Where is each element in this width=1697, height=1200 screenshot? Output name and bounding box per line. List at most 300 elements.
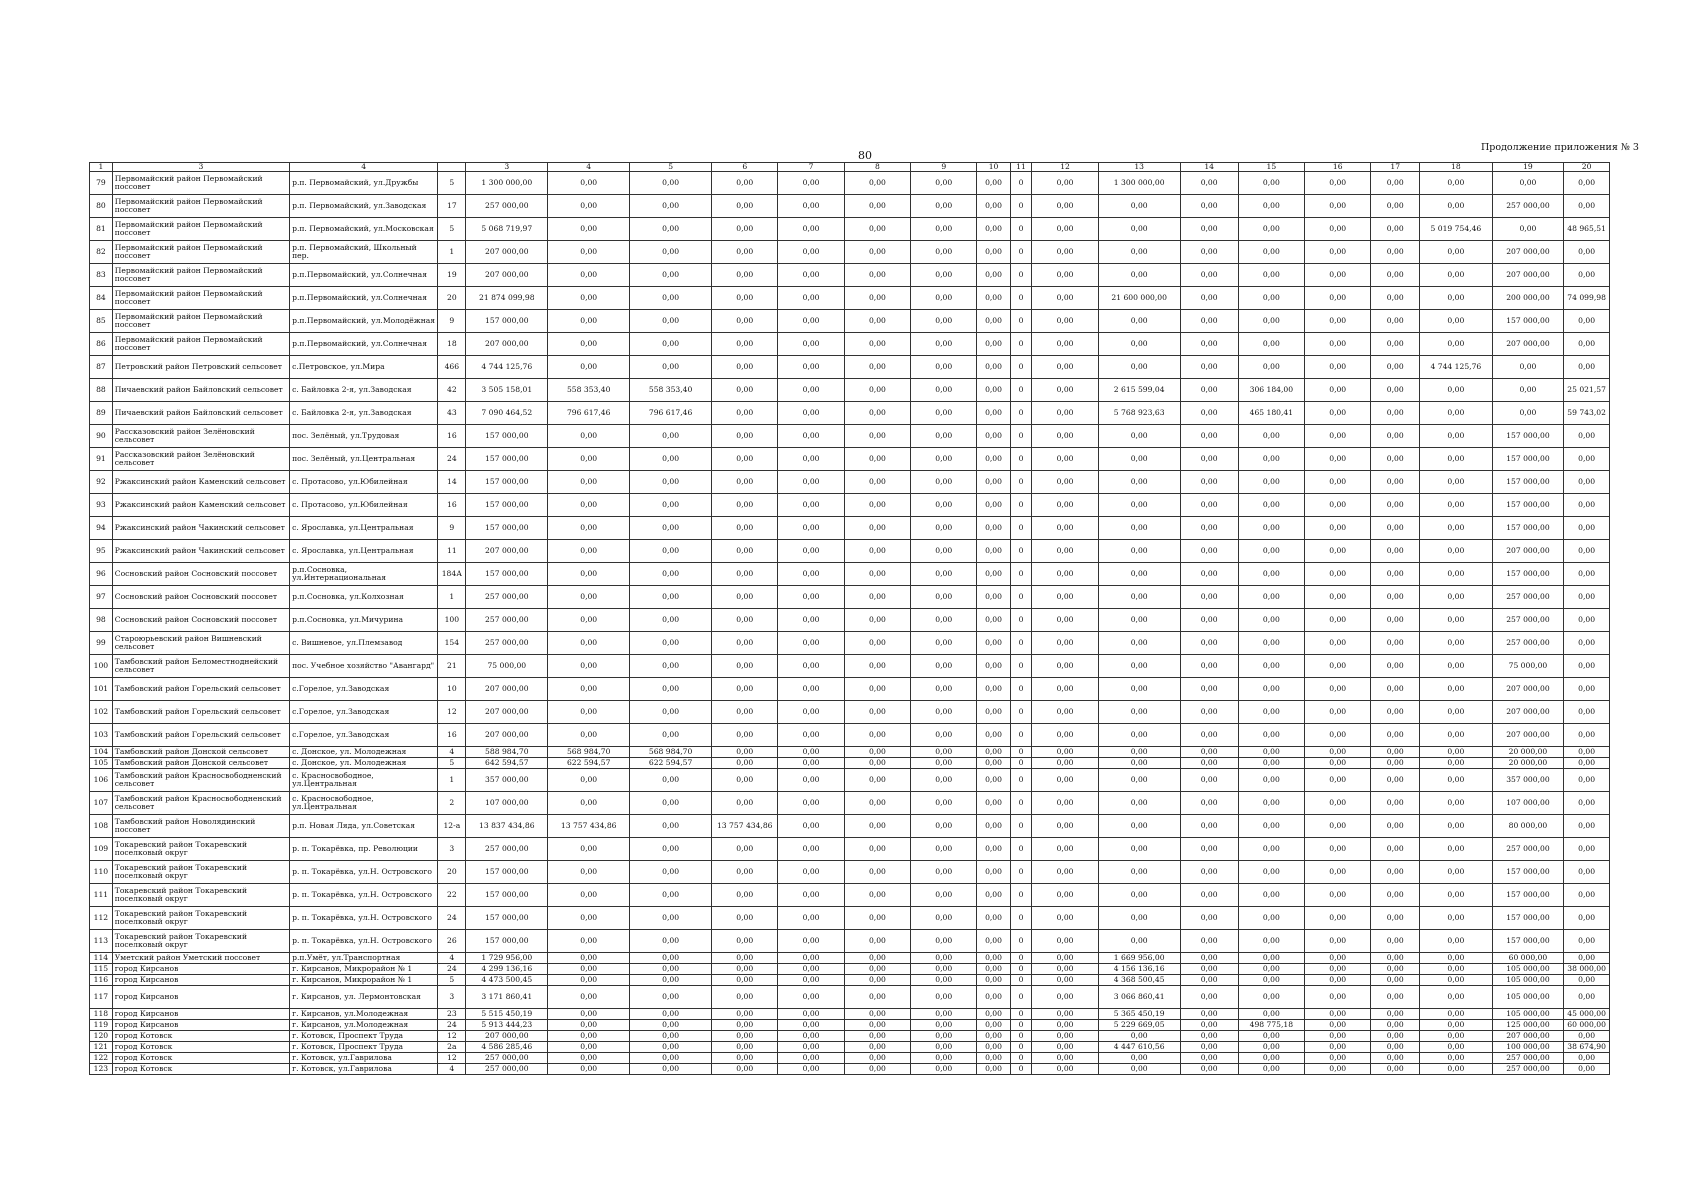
header-cell: 13 bbox=[1098, 163, 1180, 172]
value-cell: 0,00 bbox=[911, 655, 977, 678]
table-row bbox=[90, 861, 1610, 884]
value-cell: 0,00 bbox=[1305, 218, 1371, 241]
value-cell: 0,00 bbox=[1032, 964, 1098, 975]
value-cell: 0,00 bbox=[977, 838, 1010, 861]
value-cell: 0,00 bbox=[1371, 1020, 1420, 1031]
value-cell: 0,00 bbox=[1305, 540, 1371, 563]
value-cell: 0 bbox=[1010, 287, 1032, 310]
value-cell: 13 837 434,86 bbox=[466, 815, 548, 838]
value-cell: 0,00 bbox=[1032, 494, 1098, 517]
value-cell: 5 bbox=[438, 975, 466, 986]
value-cell: 257 000,00 bbox=[1492, 1053, 1564, 1064]
value-cell: 1 bbox=[438, 586, 466, 609]
value-cell: 0,00 bbox=[1032, 379, 1098, 402]
value-cell: 157 000,00 bbox=[1492, 884, 1564, 907]
value-cell: 12 bbox=[438, 1053, 466, 1064]
value-cell: 0,00 bbox=[1238, 724, 1304, 747]
value-cell: 0,00 bbox=[1305, 655, 1371, 678]
value-cell: 0,00 bbox=[1032, 586, 1098, 609]
value-cell: 74 099,98 bbox=[1564, 287, 1610, 310]
value-cell: 0,00 bbox=[911, 425, 977, 448]
value-cell: 0,00 bbox=[1371, 1064, 1420, 1075]
value-cell: 0,00 bbox=[630, 264, 712, 287]
value-cell: 18 bbox=[438, 333, 466, 356]
value-cell: 0,00 bbox=[1371, 1031, 1420, 1042]
value-cell: 207 000,00 bbox=[1492, 724, 1564, 747]
value-cell: 0,00 bbox=[1564, 724, 1610, 747]
value-cell: 0,00 bbox=[1420, 172, 1493, 195]
table-row bbox=[90, 471, 1610, 494]
value-cell: 0,00 bbox=[1371, 815, 1420, 838]
address-cell: с.Горелое, ул.Заводская bbox=[290, 724, 438, 747]
value-cell: 5 365 450,19 bbox=[1098, 1009, 1180, 1020]
value-cell: 0,00 bbox=[1564, 540, 1610, 563]
value-cell: 0,00 bbox=[1238, 975, 1304, 986]
municipality-cell: Ржаксинский район Чакинский сельсовет bbox=[112, 517, 289, 540]
value-cell: 207 000,00 bbox=[466, 678, 548, 701]
value-cell: 0,00 bbox=[977, 1031, 1010, 1042]
value-cell: 0,00 bbox=[977, 517, 1010, 540]
row-number-cell: 108 bbox=[90, 815, 113, 838]
value-cell: 0,00 bbox=[778, 1042, 844, 1053]
value-cell: 0,00 bbox=[1180, 586, 1238, 609]
value-cell: 0,00 bbox=[1371, 241, 1420, 264]
value-cell: 0,00 bbox=[911, 172, 977, 195]
value-cell: 207 000,00 bbox=[466, 241, 548, 264]
value-cell: 0,00 bbox=[1238, 986, 1304, 1009]
value-cell: 0,00 bbox=[548, 471, 630, 494]
value-cell: 0,00 bbox=[1305, 402, 1371, 425]
value-cell: 157 000,00 bbox=[1492, 310, 1564, 333]
address-cell: р.п. Первомайский, ул.Заводская bbox=[290, 195, 438, 218]
value-cell: 105 000,00 bbox=[1492, 1009, 1564, 1020]
value-cell: 0,00 bbox=[1032, 448, 1098, 471]
value-cell: 0,00 bbox=[844, 815, 910, 838]
value-cell: 0,00 bbox=[712, 907, 778, 930]
value-cell: 0,00 bbox=[844, 1053, 910, 1064]
value-cell: 0,00 bbox=[1098, 1064, 1180, 1075]
value-cell: 0,00 bbox=[1371, 884, 1420, 907]
value-cell: 24 bbox=[438, 964, 466, 975]
value-cell: 0,00 bbox=[1180, 655, 1238, 678]
value-cell: 0,00 bbox=[1032, 1064, 1098, 1075]
value-cell: 0,00 bbox=[1098, 758, 1180, 769]
value-cell: 0,00 bbox=[1371, 609, 1420, 632]
value-cell: 0,00 bbox=[1180, 356, 1238, 379]
value-cell: 0,00 bbox=[1180, 471, 1238, 494]
value-cell: 0,00 bbox=[1420, 1020, 1493, 1031]
value-cell: 4 744 125,76 bbox=[466, 356, 548, 379]
value-cell: 0,00 bbox=[1371, 195, 1420, 218]
table-row bbox=[90, 333, 1610, 356]
value-cell: 0,00 bbox=[844, 379, 910, 402]
value-cell: 0,00 bbox=[1305, 356, 1371, 379]
value-cell: 0 bbox=[1010, 701, 1032, 724]
value-cell: 0,00 bbox=[630, 1031, 712, 1042]
value-cell: 16 bbox=[438, 494, 466, 517]
value-cell: 0,00 bbox=[630, 218, 712, 241]
value-cell: 0,00 bbox=[1238, 792, 1304, 815]
value-cell: 0,00 bbox=[548, 632, 630, 655]
value-cell: 0,00 bbox=[1238, 172, 1304, 195]
value-cell: 0,00 bbox=[1180, 425, 1238, 448]
value-cell: 0,00 bbox=[911, 586, 977, 609]
value-cell: 0 bbox=[1010, 632, 1032, 655]
value-cell: 0,00 bbox=[1098, 632, 1180, 655]
row-number-cell: 116 bbox=[90, 975, 113, 986]
value-cell: 0,00 bbox=[630, 333, 712, 356]
row-number-cell: 95 bbox=[90, 540, 113, 563]
value-cell: 0 bbox=[1010, 747, 1032, 758]
municipality-cell: Тамбовский район Горельский сельсовет bbox=[112, 678, 289, 701]
value-cell: 107 000,00 bbox=[466, 792, 548, 815]
value-cell: 0 bbox=[1010, 379, 1032, 402]
value-cell: 0,00 bbox=[630, 563, 712, 586]
value-cell: 0,00 bbox=[630, 172, 712, 195]
municipality-cell: Первомайский район Первомайский поссовет bbox=[112, 310, 289, 333]
header-cell: 1 bbox=[90, 163, 113, 172]
value-cell: 465 180,41 bbox=[1238, 402, 1304, 425]
value-cell: 4 bbox=[438, 747, 466, 758]
value-cell: 0,00 bbox=[1420, 241, 1493, 264]
municipality-cell: Первомайский район Первомайский поссовет bbox=[112, 264, 289, 287]
value-cell: 0,00 bbox=[1420, 815, 1493, 838]
row-number-cell: 120 bbox=[90, 1031, 113, 1042]
value-cell: 3 bbox=[438, 838, 466, 861]
value-cell: 200 000,00 bbox=[1492, 287, 1564, 310]
value-cell: 0,00 bbox=[1305, 379, 1371, 402]
table-row bbox=[90, 747, 1610, 758]
value-cell: 100 bbox=[438, 609, 466, 632]
value-cell: 0,00 bbox=[1032, 907, 1098, 930]
value-cell: 0 bbox=[1010, 861, 1032, 884]
value-cell: 0,00 bbox=[1098, 218, 1180, 241]
value-cell: 0,00 bbox=[1032, 758, 1098, 769]
header-cell: 14 bbox=[1180, 163, 1238, 172]
value-cell: 2 615 599,04 bbox=[1098, 379, 1180, 402]
table-row bbox=[90, 632, 1610, 655]
value-cell: 257 000,00 bbox=[466, 609, 548, 632]
value-cell: 0,00 bbox=[1305, 701, 1371, 724]
value-cell: 5 515 450,19 bbox=[466, 1009, 548, 1020]
value-cell: 16 bbox=[438, 425, 466, 448]
value-cell: 588 984,70 bbox=[466, 747, 548, 758]
value-cell: 0,00 bbox=[1098, 838, 1180, 861]
value-cell: 0,00 bbox=[1238, 494, 1304, 517]
value-cell: 0,00 bbox=[712, 310, 778, 333]
value-cell: 12 bbox=[438, 1031, 466, 1042]
value-cell: 0,00 bbox=[1032, 195, 1098, 218]
municipality-cell: Ржаксинский район Чакинский сельсовет bbox=[112, 540, 289, 563]
address-cell: р. п. Токарёвка, ул.Н. Островского bbox=[290, 861, 438, 884]
value-cell: 0,00 bbox=[548, 986, 630, 1009]
row-number-cell: 79 bbox=[90, 172, 113, 195]
value-cell: 0,00 bbox=[1032, 884, 1098, 907]
value-cell: 0,00 bbox=[548, 1042, 630, 1053]
value-cell: 0,00 bbox=[630, 655, 712, 678]
header-cell: 7 bbox=[778, 163, 844, 172]
municipality-cell: город Кирсанов bbox=[112, 1009, 289, 1020]
row-number-cell: 88 bbox=[90, 379, 113, 402]
value-cell: 0,00 bbox=[712, 792, 778, 815]
value-cell: 0,00 bbox=[1371, 310, 1420, 333]
value-cell: 0,00 bbox=[712, 1009, 778, 1020]
value-cell: 0,00 bbox=[548, 172, 630, 195]
value-cell: 0,00 bbox=[778, 769, 844, 792]
value-cell: 0,00 bbox=[911, 678, 977, 701]
value-cell: 0,00 bbox=[1420, 402, 1493, 425]
value-cell: 0 bbox=[1010, 333, 1032, 356]
value-cell: 4 473 500,45 bbox=[466, 975, 548, 986]
municipality-cell: Ржаксинский район Каменский сельсовет bbox=[112, 494, 289, 517]
value-cell: 0,00 bbox=[1032, 356, 1098, 379]
value-cell: 0,00 bbox=[1305, 448, 1371, 471]
value-cell: 0,00 bbox=[712, 838, 778, 861]
table-row bbox=[90, 701, 1610, 724]
row-number-cell: 83 bbox=[90, 264, 113, 287]
address-cell: г. Кирсанов, Микрорайон № 1 bbox=[290, 964, 438, 975]
value-cell: 0,00 bbox=[1098, 517, 1180, 540]
value-cell: 0,00 bbox=[548, 241, 630, 264]
value-cell: 0,00 bbox=[977, 471, 1010, 494]
value-cell: 0,00 bbox=[1420, 425, 1493, 448]
municipality-cell: Первомайский район Первомайский поссовет bbox=[112, 195, 289, 218]
row-number-cell: 86 bbox=[90, 333, 113, 356]
value-cell: 0,00 bbox=[1564, 815, 1610, 838]
value-cell: 0,00 bbox=[548, 930, 630, 953]
value-cell: 157 000,00 bbox=[1492, 425, 1564, 448]
value-cell: 157 000,00 bbox=[466, 425, 548, 448]
value-cell: 0,00 bbox=[977, 1020, 1010, 1031]
value-cell: 0,00 bbox=[712, 402, 778, 425]
value-cell: 0,00 bbox=[1492, 379, 1564, 402]
value-cell: 0,00 bbox=[1305, 333, 1371, 356]
value-cell: 0 bbox=[1010, 172, 1032, 195]
table-row bbox=[90, 884, 1610, 907]
value-cell: 0 bbox=[1010, 1064, 1032, 1075]
value-cell: 0,00 bbox=[778, 930, 844, 953]
value-cell: 257 000,00 bbox=[466, 586, 548, 609]
value-cell: 0,00 bbox=[1305, 310, 1371, 333]
value-cell: 0,00 bbox=[1420, 517, 1493, 540]
value-cell: 0,00 bbox=[630, 425, 712, 448]
value-cell: 0,00 bbox=[1098, 563, 1180, 586]
value-cell: 0,00 bbox=[1371, 964, 1420, 975]
value-cell: 0,00 bbox=[911, 609, 977, 632]
value-cell: 0 bbox=[1010, 471, 1032, 494]
value-cell: 0,00 bbox=[1420, 964, 1493, 975]
value-cell: 0,00 bbox=[1305, 815, 1371, 838]
value-cell: 0,00 bbox=[548, 586, 630, 609]
value-cell: 0,00 bbox=[911, 218, 977, 241]
value-cell: 0,00 bbox=[1564, 494, 1610, 517]
value-cell: 207 000,00 bbox=[466, 333, 548, 356]
value-cell: 0,00 bbox=[630, 310, 712, 333]
value-cell: 0,00 bbox=[1420, 471, 1493, 494]
value-cell: 0,00 bbox=[844, 195, 910, 218]
value-cell: 0,00 bbox=[1180, 861, 1238, 884]
value-cell: 0,00 bbox=[1371, 678, 1420, 701]
data-table bbox=[89, 162, 1610, 1075]
table-row bbox=[90, 172, 1610, 195]
row-number-cell: 122 bbox=[90, 1053, 113, 1064]
value-cell: 0,00 bbox=[1238, 517, 1304, 540]
value-cell: 558 353,40 bbox=[630, 379, 712, 402]
value-cell: 257 000,00 bbox=[466, 838, 548, 861]
row-number-cell: 102 bbox=[90, 701, 113, 724]
value-cell: 0,00 bbox=[844, 1020, 910, 1031]
value-cell: 1 bbox=[438, 769, 466, 792]
value-cell: 0,00 bbox=[630, 632, 712, 655]
value-cell: 0,00 bbox=[1564, 195, 1610, 218]
address-cell: г. Кирсанов, ул.Молодежная bbox=[290, 1020, 438, 1031]
value-cell: 0,00 bbox=[712, 586, 778, 609]
value-cell: 0,00 bbox=[1564, 517, 1610, 540]
value-cell: 157 000,00 bbox=[466, 517, 548, 540]
value-cell: 157 000,00 bbox=[466, 310, 548, 333]
value-cell: 0,00 bbox=[630, 769, 712, 792]
value-cell: 1 bbox=[438, 241, 466, 264]
address-cell: с. Байловка 2-я, ул.Заводская bbox=[290, 379, 438, 402]
value-cell: 0,00 bbox=[911, 930, 977, 953]
value-cell: 0,00 bbox=[1238, 632, 1304, 655]
municipality-cell: Уметский район Уметский поссовет bbox=[112, 953, 289, 964]
value-cell: 0,00 bbox=[844, 356, 910, 379]
value-cell: 207 000,00 bbox=[466, 540, 548, 563]
value-cell: 0,00 bbox=[712, 379, 778, 402]
value-cell: 20 000,00 bbox=[1492, 758, 1564, 769]
value-cell: 0,00 bbox=[778, 1031, 844, 1042]
value-cell: 0,00 bbox=[1180, 241, 1238, 264]
address-cell: с. Байловка 2-я, ул.Заводская bbox=[290, 402, 438, 425]
value-cell: 0,00 bbox=[844, 769, 910, 792]
row-number-cell: 121 bbox=[90, 1042, 113, 1053]
row-number-cell: 90 bbox=[90, 425, 113, 448]
value-cell: 0,00 bbox=[548, 953, 630, 964]
header-cell: 8 bbox=[844, 163, 910, 172]
value-cell: 0,00 bbox=[712, 195, 778, 218]
value-cell: 0 bbox=[1010, 678, 1032, 701]
value-cell: 0,00 bbox=[630, 1020, 712, 1031]
address-cell: р. п. Токарёвка, ул.Н. Островского bbox=[290, 907, 438, 930]
municipality-cell: Токаревский район Токаревский поселковый округ bbox=[112, 884, 289, 907]
value-cell: 0,00 bbox=[1098, 333, 1180, 356]
value-cell: 0,00 bbox=[1032, 172, 1098, 195]
municipality-cell: Токаревский район Токаревский поселковый округ bbox=[112, 907, 289, 930]
value-cell: 157 000,00 bbox=[466, 494, 548, 517]
table-row bbox=[90, 758, 1610, 769]
table-row bbox=[90, 494, 1610, 517]
value-cell: 0,00 bbox=[548, 1009, 630, 1020]
municipality-cell: Токаревский район Токаревский поселковый округ bbox=[112, 930, 289, 953]
value-cell: 0,00 bbox=[911, 986, 977, 1009]
value-cell: 21 bbox=[438, 655, 466, 678]
value-cell: 5 768 923,63 bbox=[1098, 402, 1180, 425]
value-cell: 0,00 bbox=[911, 1009, 977, 1020]
value-cell: 0,00 bbox=[1032, 769, 1098, 792]
address-cell: с.Петровское, ул.Мира bbox=[290, 356, 438, 379]
value-cell: 0,00 bbox=[1098, 1031, 1180, 1042]
address-cell: г. Котовск, ул.Гаврилова bbox=[290, 1053, 438, 1064]
value-cell: 0,00 bbox=[1032, 701, 1098, 724]
value-cell: 0,00 bbox=[548, 884, 630, 907]
value-cell: 0,00 bbox=[1371, 356, 1420, 379]
value-cell: 0,00 bbox=[977, 586, 1010, 609]
table-row bbox=[90, 792, 1610, 815]
value-cell: 0,00 bbox=[911, 540, 977, 563]
value-cell: 0,00 bbox=[1098, 769, 1180, 792]
value-cell: 207 000,00 bbox=[1492, 333, 1564, 356]
value-cell: 0,00 bbox=[1420, 769, 1493, 792]
value-cell: 0,00 bbox=[778, 517, 844, 540]
value-cell: 0,00 bbox=[1371, 517, 1420, 540]
value-cell: 0,00 bbox=[977, 218, 1010, 241]
value-cell: 0,00 bbox=[844, 964, 910, 975]
value-cell: 0,00 bbox=[1238, 953, 1304, 964]
header-cell: 11 bbox=[1010, 163, 1032, 172]
value-cell: 2 bbox=[438, 792, 466, 815]
value-cell: 642 594,57 bbox=[466, 758, 548, 769]
value-cell: 0,00 bbox=[1371, 930, 1420, 953]
value-cell: 0,00 bbox=[1371, 425, 1420, 448]
value-cell: 0,00 bbox=[1564, 310, 1610, 333]
value-cell: 0,00 bbox=[1371, 1053, 1420, 1064]
table-row bbox=[90, 815, 1610, 838]
value-cell: 0,00 bbox=[1305, 930, 1371, 953]
value-cell: 0,00 bbox=[1032, 540, 1098, 563]
value-cell: 9 bbox=[438, 310, 466, 333]
value-cell: 125 000,00 bbox=[1492, 1020, 1564, 1031]
value-cell: 0,00 bbox=[1305, 494, 1371, 517]
value-cell: 0,00 bbox=[1420, 747, 1493, 758]
row-number-cell: 105 bbox=[90, 758, 113, 769]
value-cell: 0,00 bbox=[778, 1020, 844, 1031]
value-cell: 0,00 bbox=[1098, 655, 1180, 678]
value-cell: 0 bbox=[1010, 356, 1032, 379]
value-cell: 0,00 bbox=[548, 287, 630, 310]
value-cell: 0,00 bbox=[1098, 448, 1180, 471]
header-cell: 5 bbox=[630, 163, 712, 172]
value-cell: 0,00 bbox=[1564, 425, 1610, 448]
municipality-cell: Ржаксинский район Каменский сельсовет bbox=[112, 471, 289, 494]
value-cell: 0,00 bbox=[1098, 425, 1180, 448]
value-cell: 0,00 bbox=[1098, 471, 1180, 494]
value-cell: 0,00 bbox=[1180, 930, 1238, 953]
row-number-cell: 101 bbox=[90, 678, 113, 701]
value-cell: 0,00 bbox=[1180, 724, 1238, 747]
value-cell: 0,00 bbox=[1098, 264, 1180, 287]
row-number-cell: 97 bbox=[90, 586, 113, 609]
value-cell: 0,00 bbox=[977, 655, 1010, 678]
table-row bbox=[90, 907, 1610, 930]
value-cell: 0,00 bbox=[1180, 632, 1238, 655]
value-cell: 0,00 bbox=[1098, 1053, 1180, 1064]
value-cell: 0,00 bbox=[778, 609, 844, 632]
value-cell: 0,00 bbox=[778, 907, 844, 930]
row-number-cell: 92 bbox=[90, 471, 113, 494]
value-cell: 0,00 bbox=[977, 356, 1010, 379]
address-cell: г. Кирсанов, ул.Молодежная bbox=[290, 1009, 438, 1020]
value-cell: 0,00 bbox=[1420, 563, 1493, 586]
value-cell: 0,00 bbox=[1032, 1009, 1098, 1020]
value-cell: 0,00 bbox=[1180, 563, 1238, 586]
value-cell: 0 bbox=[1010, 655, 1032, 678]
value-cell: 0,00 bbox=[1180, 678, 1238, 701]
value-cell: 0,00 bbox=[911, 356, 977, 379]
value-cell: 0,00 bbox=[1305, 838, 1371, 861]
value-cell: 0,00 bbox=[911, 1053, 977, 1064]
value-cell: 0,00 bbox=[911, 838, 977, 861]
